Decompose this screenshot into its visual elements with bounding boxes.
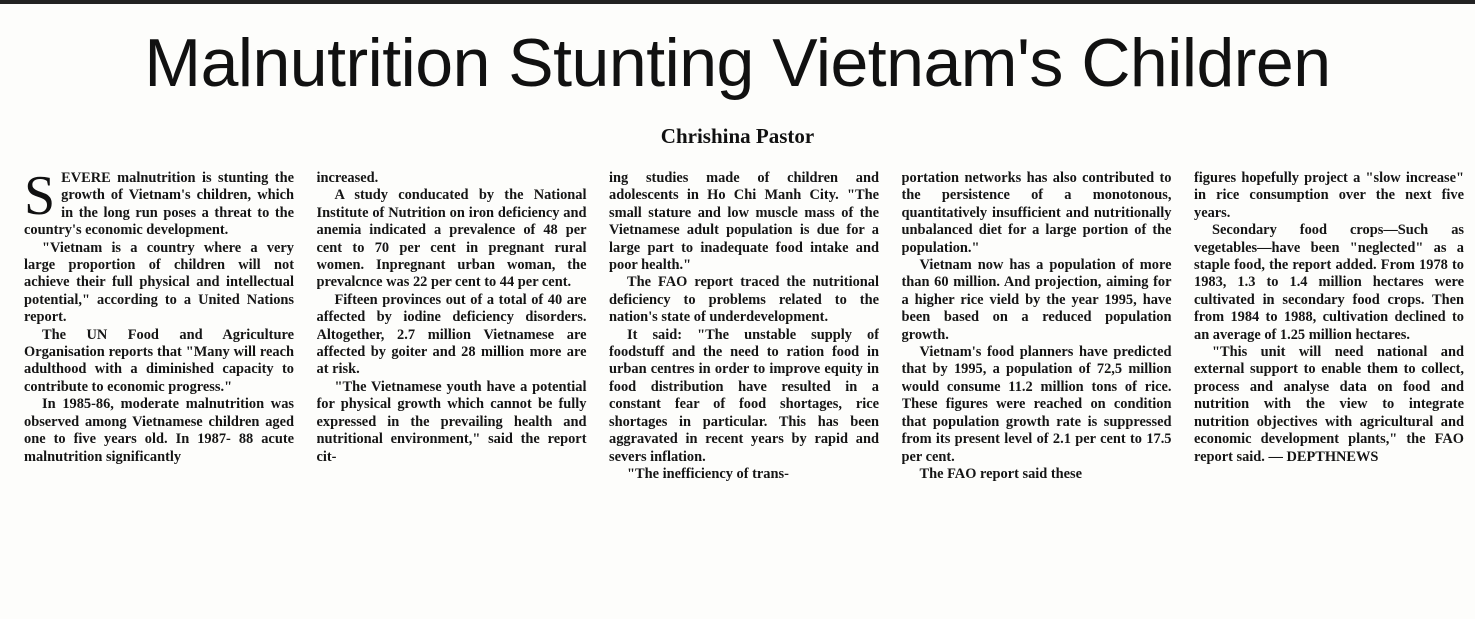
top-rule — [0, 0, 1475, 4]
paragraph: figures hopefully project a "slow increase" in rice consumption over the next five years. — [1194, 170, 1464, 221]
paragraph: Fifteen provinces out of a total of 40 are affected by iodine deficiency disorders. Altogether, 2.7 million Vietnamese are affected by goiter and 28 million more are at risk. — [316, 291, 587, 378]
drop-cap: S — [24, 170, 56, 227]
paragraph: In 1985-86, moderate malnutrition was observed among Vietnamese children aged one to five years old. In 1987- 88 acute malnutrition significantly — [24, 396, 294, 465]
paragraph: Vietnam's food planners have predicted that by 1995, a population of 72,5 million would consume 11.2 million tons of rice. These figures were reached on condition that population growth rate is suppressed from its present level of 2.1 per cent to 17.5 per cent. — [901, 344, 1172, 465]
column-2 — [317, 170, 587, 615]
paragraph: "Vietnam is a country where a very large proportion of children will not achieve their full physical and intellectual potential," according to a United Nations report. — [24, 239, 294, 326]
column-4 — [902, 170, 1172, 615]
column-1 — [24, 170, 294, 615]
paragraph: increased. — [316, 170, 379, 186]
byline: Chrishina Pastor — [660, 124, 815, 148]
column-5 — [1194, 170, 1464, 615]
paragraph: portation networks has also contributed to the persistence of a monotonous, quantitatively insufficient and nutritionally unbalanced diet for a large portion of the population." — [901, 170, 1172, 256]
paragraph: The FAO report said these — [919, 465, 1083, 482]
paragraph: Vietnam now has a population of more than 60 million. And projection, aiming for a higher rice vield by the year 1995, have been based on a reduced population growth. — [901, 257, 1172, 343]
column-3 — [609, 170, 879, 615]
article-body — [24, 170, 1464, 615]
paragraph: Secondary food crops—Such as vegetables—have been "neglected" as a staple food, the report added. From 1978 to 1983, 1.3 to 1.4 million hectares were cultivated in secondary food crops. Then from 1984 to 1988, cultivation declined to an average of 1.25 million hectares. — [1194, 222, 1464, 343]
paragraph: The FAO report traced the nutritional deficiency to problems related to the nation's state of underdevelopment. — [609, 274, 879, 326]
paragraph: "This unit will need national and external support to enable them to collect, process and analyse data on food and nutrition with the view to integrate nutrition objectives with agricultural and economic development plants," the FAO report said. — DEPTHNEWS — [1194, 344, 1464, 465]
paragraph: The UN Food and Agriculture Organisation reports that "Many will reach adulthood with a diminished capacity to contribute to economic progress." — [24, 326, 294, 395]
paragraph-text: EVERE malnutrition is stunting the growth of Vietnam's children, which in the long run poses a threat to the country's economic development. — [24, 170, 294, 239]
paragraph: It said: "The unstable supply of foodstuff and the need to ration food in urban centres in order to improve equity in food distribution have resulted in a constant fear of food shortages, rice shortages in particular. This has been aggravated in recent years by rapid and severs inflation. — [609, 326, 879, 465]
paragraph: ing studies made of children and adolescents in Ho Chi Manh City. "The small stature and low muscle mass of the Vietnamese adult population is due for a large part to inadequate food intake and poor health." — [609, 170, 879, 274]
paragraph: "The inefficiency of trans- — [627, 465, 789, 482]
paragraph: "The Vietnamese youth have a potential for physical growth which cannot be fully expressed in the prevailing health and nutritional environment," said the report cit- — [316, 378, 587, 465]
paragraph — [24, 170, 294, 240]
paragraph: A study conducated by the National Institute of Nutrition on iron deficiency and anemia indicated a prevalence of 48 per cent to 70 per cent in pregnant rural women. Inpregnant urban woman, the prevalcnce was 22 per cent to 44 per cent. — [316, 187, 587, 291]
headline: Malnutrition Stunting Vietnam's Children — [144, 25, 1331, 101]
